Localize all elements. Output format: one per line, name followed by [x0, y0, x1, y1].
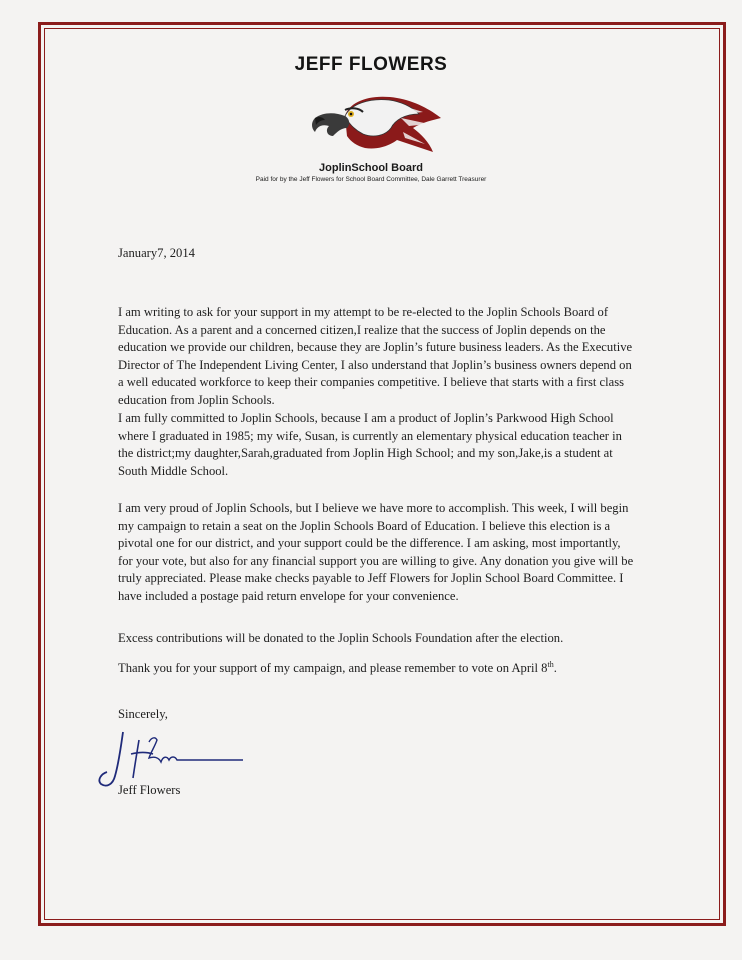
letter-date: January7, 2014 [118, 246, 195, 260]
eagle-logo-icon [305, 88, 445, 160]
signer-name: Jeff Flowers [118, 783, 181, 797]
closing-superscript: th [547, 659, 554, 669]
organization-label: JoplinSchool Board [319, 162, 423, 174]
candidate-name: JEFF FLOWERS [294, 54, 448, 75]
closing-period: . [553, 661, 557, 675]
letter-paragraph-1: I am writing to ask for your support in my attempt to be re-elected to the Joplin Schools Board of Education. As a parent and a concerned citizen,I realize that the success of Joplin depends on the education we provide our children, because they are Joplin’s future business leaders. As the Executive Director of The Independent Living Center, I also understand that Joplin’s business owners depend on a well educated workforce to keep their companies competitive. I believe that starts with a first class education from Joplin Schools. [118, 305, 633, 407]
paid-for-disclaimer: Paid for by the Jeff Flowers for School Board Committee, Dale Garrett Treasurer [255, 176, 487, 183]
letter-paragraph-2: I am fully committed to Joplin Schools, because I am a product of Joplin’s Parkwood High School where I graduated in 1985; my wife, Susan, is currently an elementary physical education teacher in the district;my daughter,Sarah,graduated from Joplin High School; and my son,Jake,is a student at South Middle School. [118, 411, 622, 478]
letter-signoff: Sincerely, [118, 707, 168, 721]
letter-paragraph-4: Excess contributions will be donated to the Joplin Schools Foundation after the election. [118, 631, 564, 645]
letter-closing-paragraph [118, 660, 638, 678]
letter-paragraph-3: I am very proud of Joplin Schools, but I believe we have more to accomplish. This week, I will begin my campaign to retain a seat on the Joplin Schools Board of Education. I believe this election is a pivotal one for our district, and your support could be the difference. I am asking, most importantly, for your vote, but also for any financial support you are willing to give. Any donation you give will be truly appreciated. Please make checks payable to Jeff Flowers for Joplin School Board Committee. I have included a postage paid return envelope for your convenience. [118, 501, 634, 603]
closing-text: Thank you for your support of my campaign, and please remember to vote on April 8 [118, 661, 548, 675]
